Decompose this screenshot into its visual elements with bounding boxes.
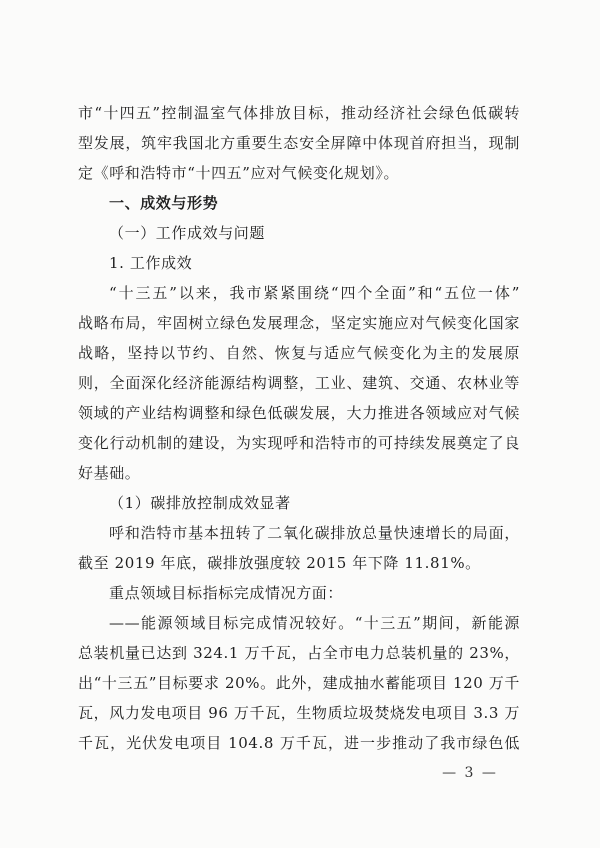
- text-line: 千瓦，光伏发电项目 104.8 万千瓦，进一步推动了我市绿色低: [78, 734, 520, 752]
- text-line: 领域的产业结构调整和绿色低碳发展，大力推进各领域应对气候: [78, 404, 520, 422]
- text-line: ——能源领域目标完成情况较好。“十三五”期间，新能源: [109, 614, 520, 632]
- text-line: 变化行动机制的建设，为实现呼和浩特市的可持续发展奠定了良: [78, 434, 520, 452]
- text-line: 重点领域目标指标完成情况方面：: [109, 584, 344, 602]
- text-line: （一）工作成效与问题: [109, 224, 266, 242]
- section-heading: 一、成效与形势: [109, 194, 219, 212]
- text-line: “十三五”以来，我市紧紧围绕“四个全面”和“五位一体”: [109, 284, 520, 302]
- text-line: 截至 2019 年底，碳排放强度较 2015 年下降 11.81%。: [78, 554, 481, 572]
- text-line: 定《呼和浩特市“十四五”应对气候变化规划》。: [78, 164, 400, 182]
- text-line: 型发展，筑牢我国北方重要生态安全屏障中体现首府担当，现制: [78, 134, 520, 152]
- text-line: 呼和浩特市基本扭转了二氧化碳排放总量快速增长的局面，: [109, 524, 520, 542]
- text-line: 瓦，风力发电项目 96 万千瓦，生物质垃圾焚烧发电项目 3.3 万: [78, 704, 520, 722]
- text-line: 市“十四五”控制温室气体排放目标，推动经济社会绿色低碳转: [78, 104, 520, 122]
- text-line: 战略布局，牢固树立绿色发展理念，坚定实施应对气候变化国家: [78, 314, 520, 332]
- text-line: 出“十三五”目标要求 20%。此外，建成抽水蓄能项目 120 万千: [78, 674, 520, 692]
- body-text: [78, 98, 520, 758]
- text-line: 战略，坚持以节约、自然、恢复与适应气候变化为主的发展原: [78, 344, 520, 362]
- text-line: 好基础。: [78, 464, 141, 482]
- text-line: 1. 工作成效: [109, 254, 193, 272]
- page-number: — 3 —: [442, 765, 498, 781]
- text-line: （1）碳排放控制成效显著: [109, 494, 291, 512]
- text-line: 则，全面深化经济能源结构调整，工业、建筑、交通、农林业等: [78, 374, 520, 392]
- text-line: 总装机量已达到 324.1 万千瓦，占全市电力总装机量的 23%，: [78, 644, 520, 662]
